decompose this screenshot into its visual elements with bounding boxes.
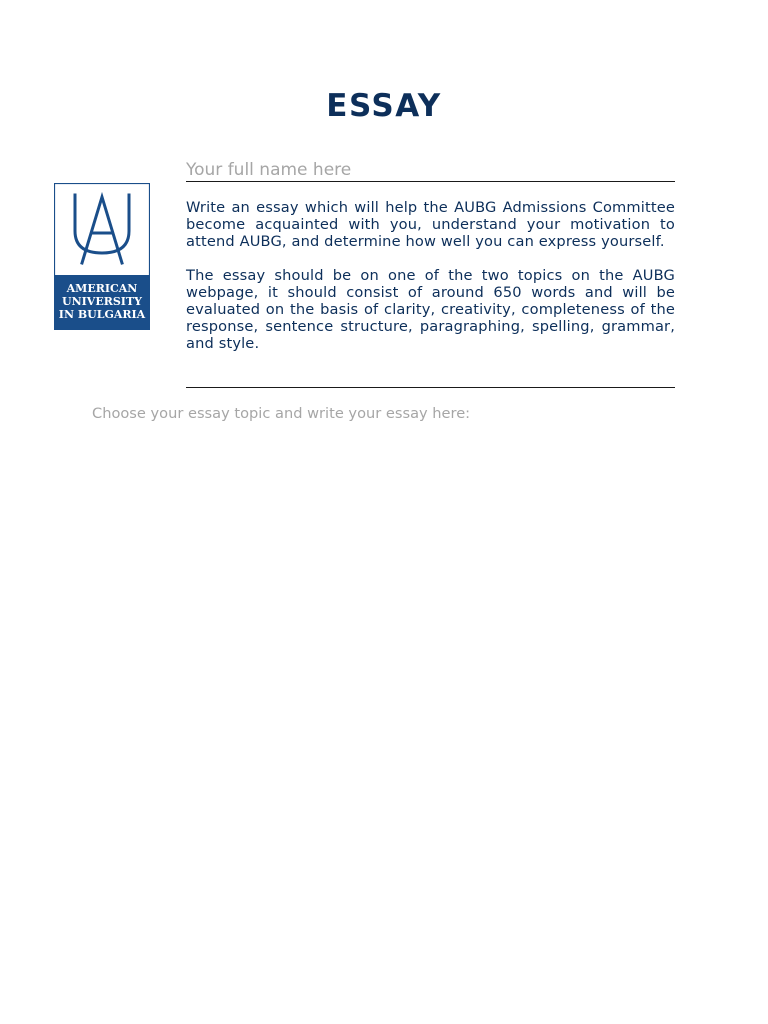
instructions-paragraph-2: The essay should be on one of the two topics on the AUBG webpage, it should consist of around 650 words and will be evaluated on the basis of clarity, creativity, completeness of the response, sentence structure, paragraphing, spelling, grammar, and style. xyxy=(186,267,675,352)
logo-line-2: UNIVERSITY xyxy=(62,295,142,308)
logo-line-3: IN BULGARIA xyxy=(58,308,146,321)
essay-textarea[interactable] xyxy=(92,404,682,964)
section-divider xyxy=(186,387,675,388)
full-name-input[interactable] xyxy=(186,158,675,182)
aubg-logo xyxy=(54,183,150,330)
page-title: ESSAY xyxy=(326,88,442,124)
logo-line-1: AMERICAN xyxy=(66,282,138,295)
instructions-paragraph-1: Write an essay which will help the AUBG Admissions Committee become acquainted with you, understand your motivation to attend AUBG, and determine how well you can express yourself. xyxy=(186,199,675,250)
instructions-block xyxy=(186,199,675,369)
